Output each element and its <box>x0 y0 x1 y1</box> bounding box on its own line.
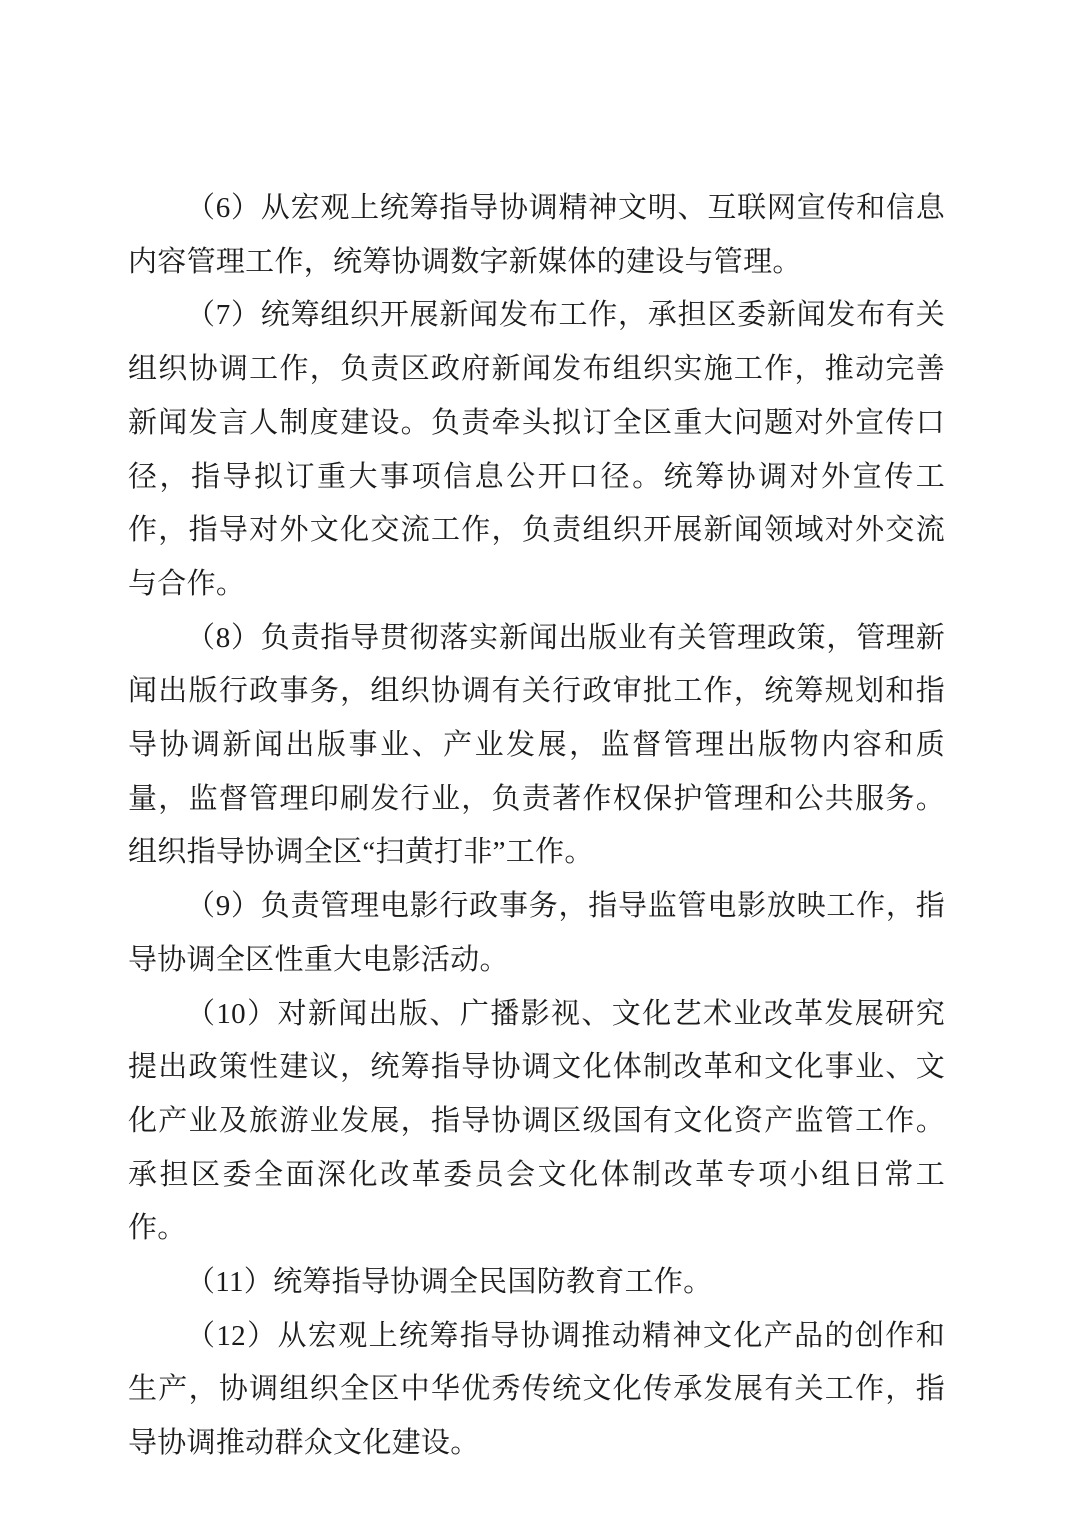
paragraph-item-9: （9）负责管理电影行政事务，指导监管电影放映工作，指导协调全区性重大电影活动。 <box>128 890 945 976</box>
paragraph-item-6: （6）从宏观上统筹指导协调精神文明、互联网宣传和信息内容管理工作，统筹协调数字新媒体的建设与管理。 <box>128 192 945 278</box>
paragraph-item-12: （12）从宏观上统筹指导协调推动精神文化产品的创作和生产，协调组织全区中华优秀传统文化传承发展有关工作，指导协调推动群众文化建设。 <box>128 1319 945 1460</box>
paragraph-item-7: （7）统筹组织开展新闻发布工作，承担区委新闻发布有关组织协调工作，负责区政府新闻发布组织实施工作，推动完善新闻发言人制度建设。负责牵头拟订全区重大问题对外宣传口径，指导拟订重大事项信息公开口径。统筹协调对外宣传工作，指导对外文化交流工作，负责组织开展新闻领域对外交流与合作。 <box>128 299 945 600</box>
paragraph-item-8: （8）负责指导贯彻落实新闻出版业有关管理政策，管理新闻出版行政事务，组织协调有关行政审批工作，统筹规划和指导协调新闻出版事业、产业发展，监督管理出版物内容和质量，监督管理印刷发行业，负责著作权保护管理和公共服务。组织指导协调全区“扫黄打非”工作。 <box>128 621 945 869</box>
paragraph-item-11: （11）统筹指导协调全民国防教育工作。 <box>186 1266 713 1299</box>
paragraph-item-10: （10）对新闻出版、广播影视、文化艺术业改革发展研究提出政策性建议，统筹指导协调文化体制改革和文化事业、文化产业及旅游业发展，指导协调区级国有文化资产监管工作。承担区委全面深化改革委员会文化体制改革专项小组日常工作。 <box>128 997 945 1245</box>
